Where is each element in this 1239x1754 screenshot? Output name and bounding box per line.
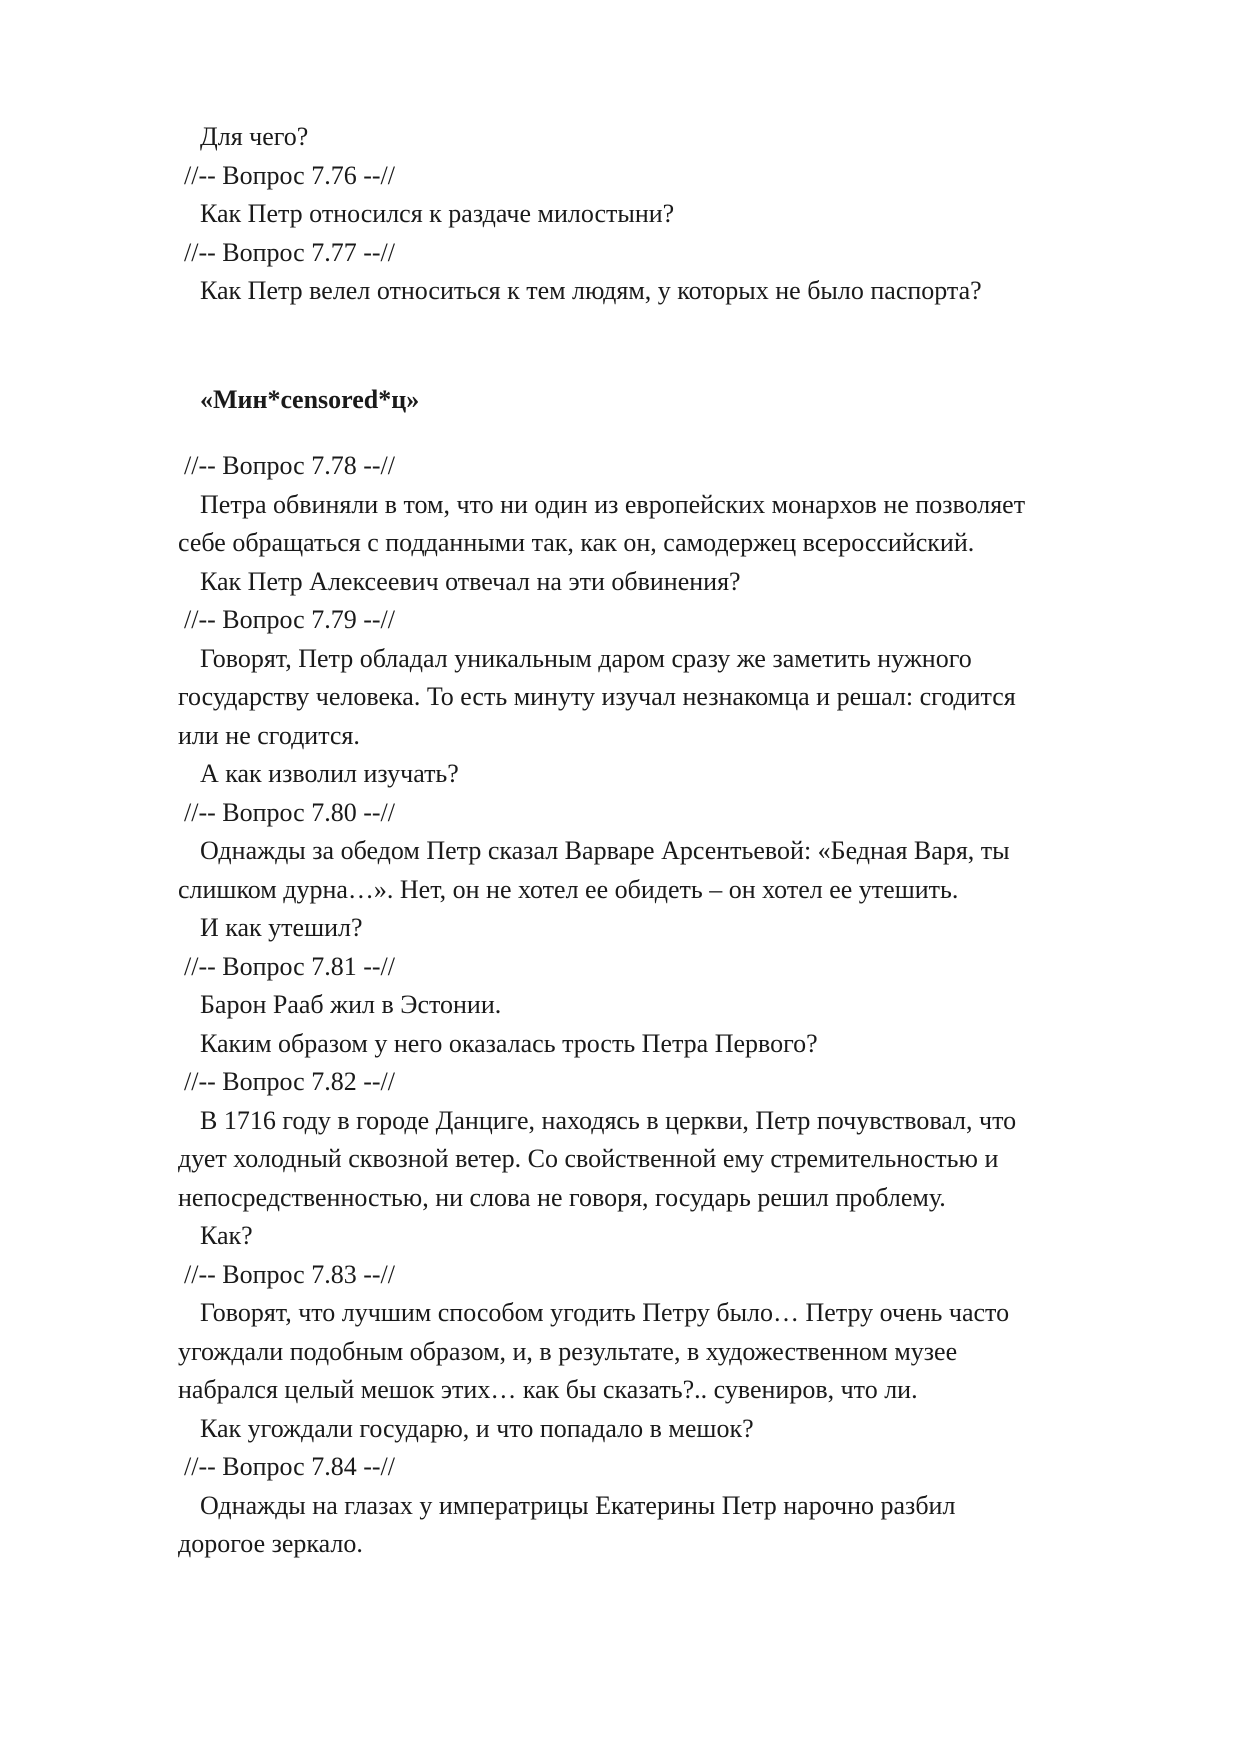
paragraph-line: Барон Рааб жил в Эстонии. xyxy=(200,990,502,1019)
question-marker: //-- Вопрос 7.76 --// xyxy=(184,160,395,190)
paragraph-line: непосредственностью, ни слова не говоря, государь решил проблему. xyxy=(178,1182,946,1212)
paragraph-line: государству человека. То есть минуту изучал незнакомца и решал: сгодится xyxy=(178,682,1016,711)
paragraph-line: Однажды за обедом Петр сказал Варваре Арсентьевой: «Бедная Варя, ты xyxy=(200,836,1010,865)
paragraph-line: угождали подобным образом, и, в результате, в художественном музее xyxy=(178,1336,958,1366)
question-marker: //-- Вопрос 7.77 --// xyxy=(184,237,395,267)
paragraph-line: Как угождали государю, и что попадало в мешок? xyxy=(200,1413,754,1443)
paragraph-line: Как Петр Алексеевич отвечал на эти обвинения? xyxy=(200,566,741,596)
question-marker: //-- Вопрос 7.83 --// xyxy=(184,1259,395,1289)
paragraph-line: Как Петр относился к раздаче милостыни? xyxy=(200,199,675,228)
paragraph-line: Говорят, что лучшим способом угодить Петру было… Петру очень часто xyxy=(200,1298,1010,1327)
paragraph-line: Однажды на глазах у императрицы Екатерины Петр нарочно разбил xyxy=(200,1490,956,1520)
paragraph-line: себе обращаться с подданными так, как он, самодержец всероссийский. xyxy=(178,528,975,557)
paragraph-line: Каким образом у него оказалась трость Петра Первого? xyxy=(200,1028,818,1058)
paragraph-line: А как изволил изучать? xyxy=(200,759,459,788)
paragraph-line: Как? xyxy=(200,1221,253,1250)
paragraph-line: слишком дурна…». Нет, он не хотел ее обидеть – он хотел ее утешить. xyxy=(178,874,959,904)
paragraph-line: Петра обвиняли в том, что ни один из европейских монархов не позволяет xyxy=(200,489,1026,519)
paragraph-line: Говорят, Петр обладал уникальным даром сразу же заметить нужного xyxy=(200,643,972,673)
paragraph-line: дорогое зеркало. xyxy=(178,1529,363,1558)
paragraph-line: или не сгодится. xyxy=(178,720,360,750)
paragraph-line: И как утешил? xyxy=(200,913,363,942)
question-marker: //-- Вопрос 7.81 --// xyxy=(184,951,395,981)
question-marker: //-- Вопрос 7.79 --// xyxy=(184,605,395,634)
section-heading: «Мин*censored*ц» xyxy=(200,384,420,414)
paragraph-line: Как Петр велел относиться к тем людям, у которых не было паспорта? xyxy=(200,276,982,305)
question-marker: //-- Вопрос 7.82 --// xyxy=(184,1067,395,1096)
paragraph-line: дует холодный сквозной ветер. Со свойственной ему стремительностью и xyxy=(178,1144,999,1173)
paragraph-line: набрался целый мешок этих… как бы сказать?.. сувениров, что ли. xyxy=(178,1375,918,1404)
document-page xyxy=(178,118,1138,1564)
question-marker: //-- Вопрос 7.78 --// xyxy=(184,451,395,480)
question-marker: //-- Вопрос 7.84 --// xyxy=(184,1452,395,1481)
paragraph-line: В 1716 году в городе Данциге, находясь в церкви, Петр почувствовал, что xyxy=(200,1105,1017,1135)
question-marker: //-- Вопрос 7.80 --// xyxy=(184,797,395,827)
paragraph-line: Для чего? xyxy=(200,122,309,151)
